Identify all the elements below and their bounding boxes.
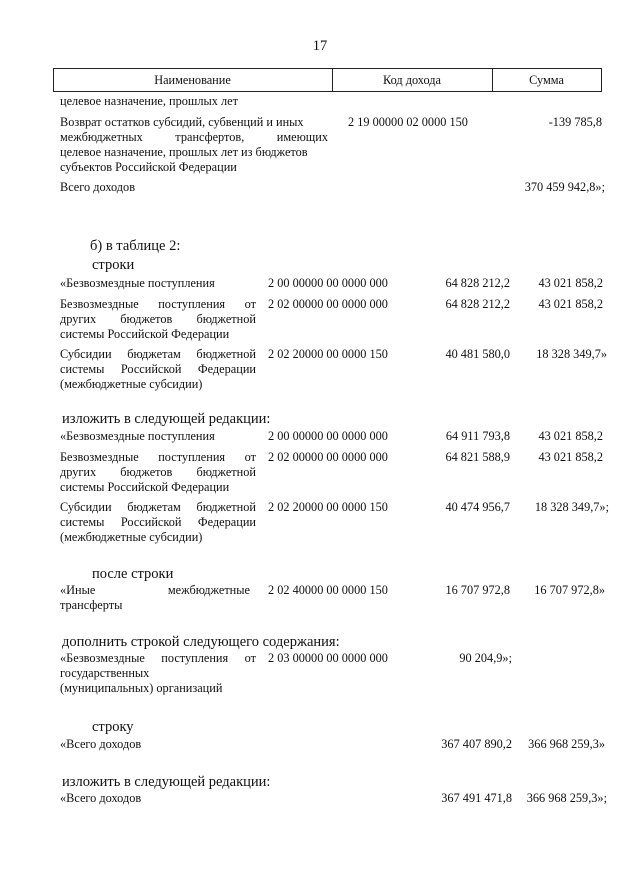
old-row3-name-line1: Субсидии бюджетам бюджетной xyxy=(60,347,256,361)
refund-code: 2 19 00000 02 0000 150 xyxy=(348,115,468,129)
add-row-heading: дополнить строкой следующего содержания: xyxy=(62,634,340,650)
total-old-value2: 366 968 259,3» xyxy=(528,737,605,751)
old-row1-value1: 64 828 212,2 xyxy=(445,276,510,290)
new-row2-name-line1: Безвозмездные поступления от xyxy=(60,450,256,464)
total-label: Всего доходов xyxy=(60,180,136,194)
after-row-name-line1: «Иные межбюджетные xyxy=(60,583,250,597)
new-row3-value2: 18 328 349,7»; xyxy=(534,500,609,514)
refund-name-line4: субъектов Российской Федерации xyxy=(60,160,237,174)
old-row2-name-line2: других бюджетов бюджетной xyxy=(60,312,256,326)
column-header-sum: Сумма xyxy=(529,73,564,87)
old-row3-value2: 18 328 349,7» xyxy=(536,347,607,361)
old-row1-value2: 43 021 858,2 xyxy=(538,276,603,290)
new-row2-value2: 43 021 858,2 xyxy=(538,450,603,464)
new-row3-code: 2 02 20000 00 0000 150 xyxy=(268,500,388,514)
after-row-code: 2 02 40000 00 0000 150 xyxy=(268,583,388,597)
after-row-name-line2: трансферты xyxy=(60,598,123,612)
total-old-heading: строку xyxy=(92,719,134,735)
total-new-value2: 366 968 259,3»; xyxy=(526,791,607,805)
old-row3-name-line3: (межбюджетные субсидии) xyxy=(60,377,203,391)
old-row3-name-line2: системы Российской Федерации xyxy=(60,362,256,376)
old-row1-name: «Безвозмездные поступления xyxy=(60,276,215,290)
old-row2-value1: 64 828 212,2 xyxy=(445,297,510,311)
refund-name-line3: целевое назначение, прошлых лет из бюджетов xyxy=(60,145,308,159)
new-row1-value1: 64 911 793,8 xyxy=(445,429,510,443)
add-row-name-line2: государственных xyxy=(60,666,150,680)
new-row2-name-line3: системы Российской Федерации xyxy=(60,480,230,494)
new-row1-name: «Безвозмездные поступления xyxy=(60,429,215,443)
new-row1-code: 2 00 00000 00 0000 000 xyxy=(268,429,388,443)
total-new-heading: изложить в следующей редакции: xyxy=(62,774,271,790)
after-row-value1: 16 707 972,8 xyxy=(445,583,510,597)
after-row-heading: после строки xyxy=(92,566,174,582)
rows-label: строки xyxy=(92,257,135,273)
column-header-code: Код дохода xyxy=(382,73,441,87)
after-row-value2: 16 707 972,8» xyxy=(534,583,605,597)
total-new-label: «Всего доходов xyxy=(60,791,142,805)
section-b-title: б) в таблице 2: xyxy=(90,238,181,254)
old-row2-code: 2 02 00000 00 0000 000 xyxy=(268,297,388,311)
new-row1-value2: 43 021 858,2 xyxy=(538,429,603,443)
add-row-value1: 90 204,9»; xyxy=(459,651,512,665)
new-row2-name-line2: других бюджетов бюджетной xyxy=(60,465,256,479)
refund-name-line1: Возврат остатков субсидий, субвенций и иных xyxy=(60,115,304,129)
new-row2-code: 2 02 00000 00 0000 000 xyxy=(268,450,388,464)
continued-text: целевое назначение, прошлых лет xyxy=(60,94,238,108)
refund-name-line2: межбюджетных трансфертов, имеющих xyxy=(60,130,328,144)
add-row-name-line3: (муниципальных) организаций xyxy=(60,681,223,695)
total-new-value1: 367 491 471,8 xyxy=(441,791,512,805)
total-sum: 370 459 942,8»; xyxy=(524,180,605,194)
new-edition-heading: изложить в следующей редакции: xyxy=(62,411,271,427)
total-old-value1: 367 407 890,2 xyxy=(441,737,512,751)
new-row3-name-line1: Субсидии бюджетам бюджетной xyxy=(60,500,256,514)
new-row3-name-line2: системы Российской Федерации xyxy=(60,515,256,529)
old-row1-code: 2 00 00000 00 0000 000 xyxy=(268,276,388,290)
old-row3-code: 2 02 20000 00 0000 150 xyxy=(268,347,388,361)
new-row3-value1: 40 474 956,7 xyxy=(445,500,510,514)
new-row3-name-line3: (межбюджетные субсидии) xyxy=(60,530,203,544)
old-row2-name-line3: системы Российской Федерации xyxy=(60,327,230,341)
old-row2-name-line1: Безвозмездные поступления от xyxy=(60,297,256,311)
total-old-label: «Всего доходов xyxy=(60,737,142,751)
page-number: 17 xyxy=(312,38,328,54)
old-row2-value2: 43 021 858,2 xyxy=(538,297,603,311)
add-row-code: 2 03 00000 00 0000 000 xyxy=(268,651,388,665)
column-header-name: Наименование xyxy=(154,73,231,87)
old-row3-value1: 40 481 580,0 xyxy=(445,347,510,361)
refund-sum: -139 785,8 xyxy=(548,115,602,129)
new-row2-value1: 64 821 588,9 xyxy=(445,450,510,464)
add-row-name-line1: «Безвозмездные поступления от xyxy=(60,651,256,665)
